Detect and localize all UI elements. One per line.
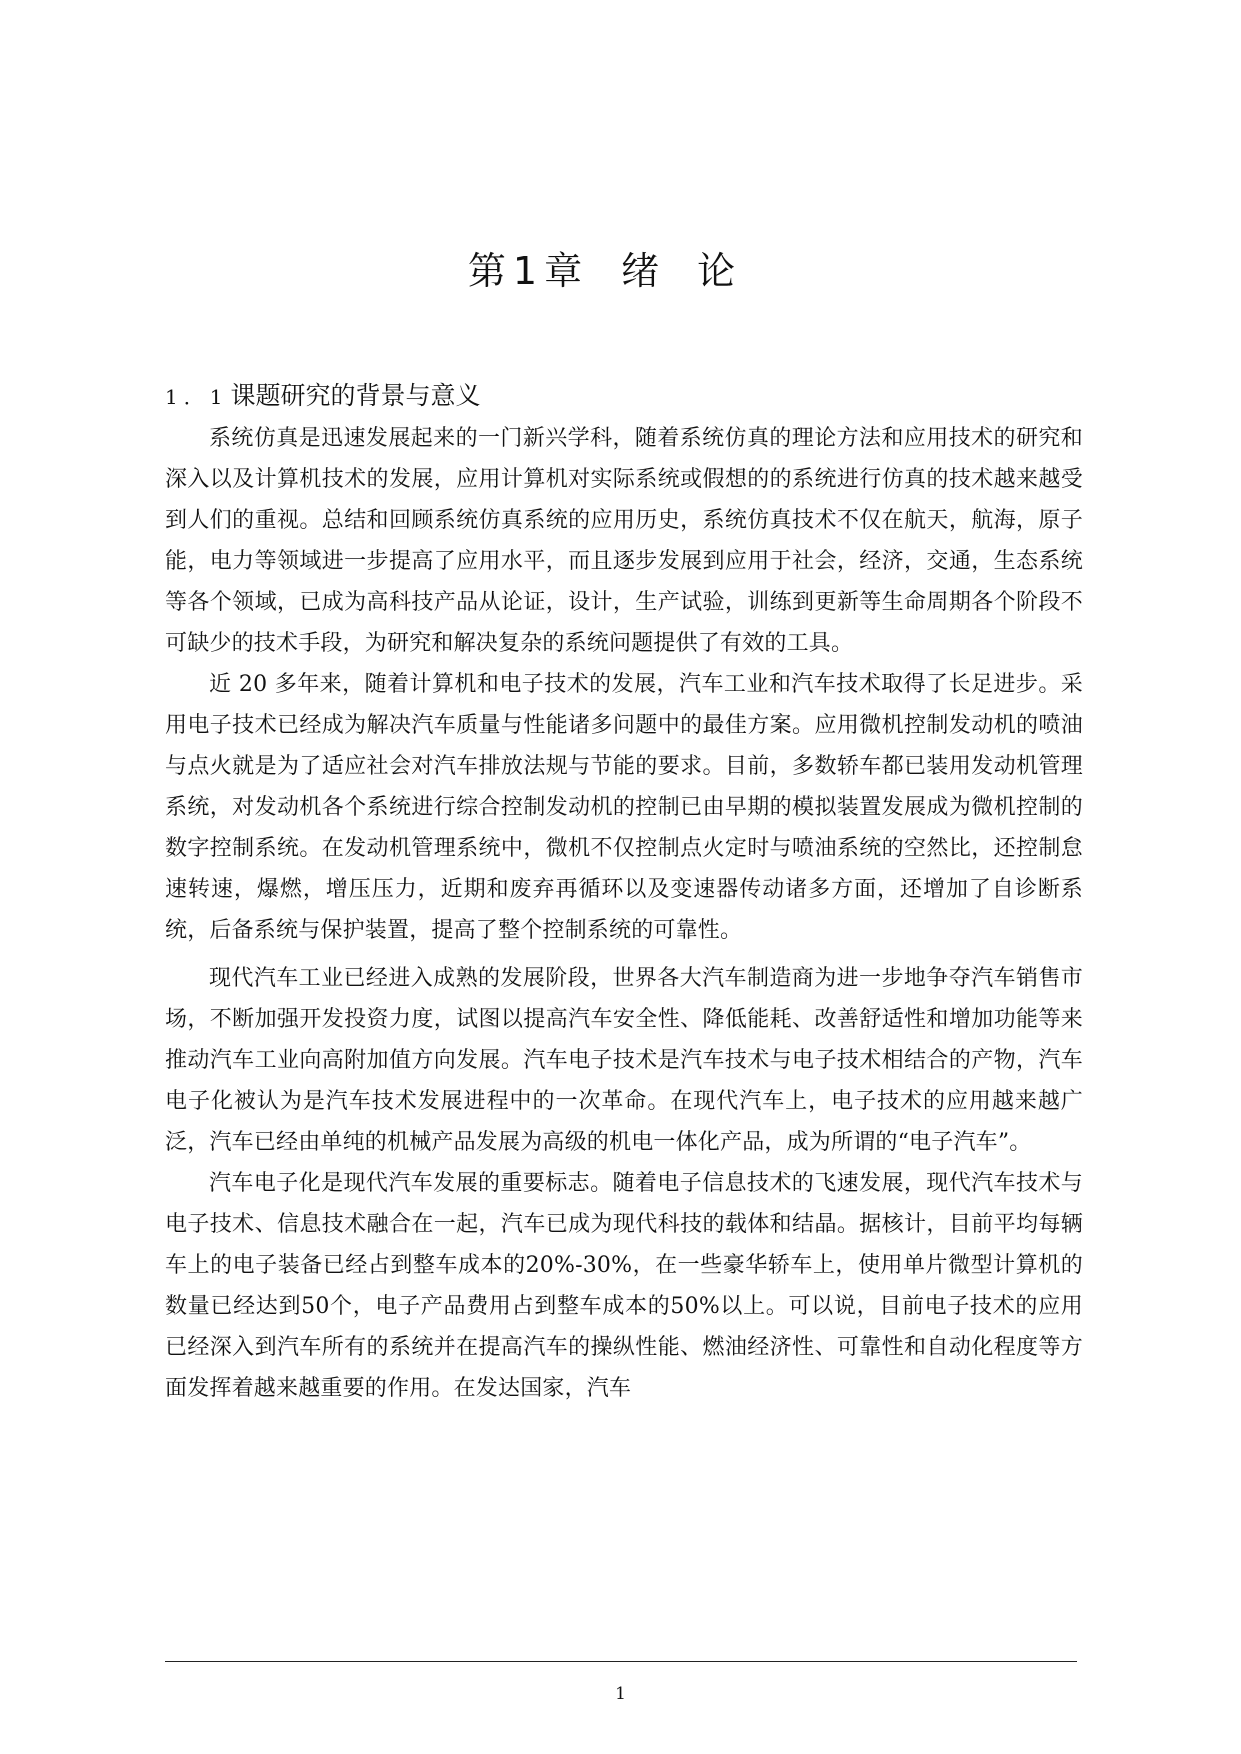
paragraph-3: 现代汽车工业已经进入成熟的发展阶段，世界各大汽车制造商为进一步地争夺汽车销售市场，不断加强开发投资力度，试图以提高汽车安全性、降低能耗、改善舒适性和增加功能等来推动汽车工业向高附加值方向发展。汽车电子技术是汽车技术与电子技术相结合的产物，汽车电子化被认为是汽车技术发展进程中的一次革命。在现代汽车上，电子技术的应用越来越广泛，汽车已经由单纯的机械产品发展为高级的机电一体化产品，成为所谓的“电子汽车”。 xyxy=(165,966,1083,1155)
paragraph-2: 近 20 多年来，随着计算机和电子技术的发展，汽车工业和汽车技术取得了长足进步。采用电子技术已经成为解决汽车质量与性能诸多问题中的最佳方案。应用微机控制发动机的喷油与点火就是为了适应社会对汽车排放法规与节能的要求。目前，多数轿车都已装用发动机管理系统，对发动机各个系统进行综合控制发动机的控制已由早期的模拟装置发展成为微机控制的数字控制系统。在发动机管理系统中，微机不仅控制点火定时与喷油系统的空然比，还控制怠速转速，爆燃，增压压力，近期和废弃再循环以及变速器传动诸多方面，还增加了自诊断系统，后备系统与保护装置，提高了整个控制系统的可靠性。 xyxy=(165,672,1083,943)
section-title: 课题研究的背景与意义 xyxy=(230,381,481,410)
chapter-suffix: 章 xyxy=(544,249,584,293)
body-text xyxy=(165,418,1083,1409)
footer-divider xyxy=(165,1661,1077,1662)
chapter-title xyxy=(0,240,1241,295)
paragraph-1: 系统仿真是迅速发展起来的一门新兴学科，随着系统仿真的理论方法和应用技术的研究和深入以及计算机技术的发展，应用计算机对实际系统或假想的的系统进行仿真的技术越来越受到人们的重视。总结和回顾系统仿真系统的应用历史，系统仿真技术不仅在航天，航海，原子能，电力等领域进一步提高了应用水平，而且逐步发展到应用于社会，经济，交通，生态系统等各个领域，已成为高科技产品从论证，设计，生产试验，训练到更新等生命周期各个阶段不可缺少的技术手段，为研究和解决复杂的系统问题提供了有效的工具。 xyxy=(165,426,1083,656)
chapter-title-text: 绪论 xyxy=(621,249,774,293)
paragraph-4: 汽车电子化是现代汽车发展的重要标志。随着电子信息技术的飞速发展，现代汽车技术与电子技术、信息技术融合在一起，汽车已成为现代科技的载体和结晶。据核计，目前平均每辆车上的电子装备已经占到整车成本的20%-30%，在一些豪华轿车上，使用单片微型计算机的数量已经达到50个，电子产品费用占到整车成本的50%以上。可以说，目前电子技术的应用已经深入到汽车所有的系统并在提高汽车的操纵性能、燃油经济性、可靠性和自动化程度等方面发挥着越来越重要的作用。在发达国家，汽车 xyxy=(165,1171,1083,1401)
section-heading xyxy=(165,376,480,412)
chapter-prefix: 第 xyxy=(467,249,507,293)
page-number: 1 xyxy=(615,1684,626,1704)
chapter-number: 1 xyxy=(512,249,539,293)
section-number: 1．1 xyxy=(165,385,229,409)
